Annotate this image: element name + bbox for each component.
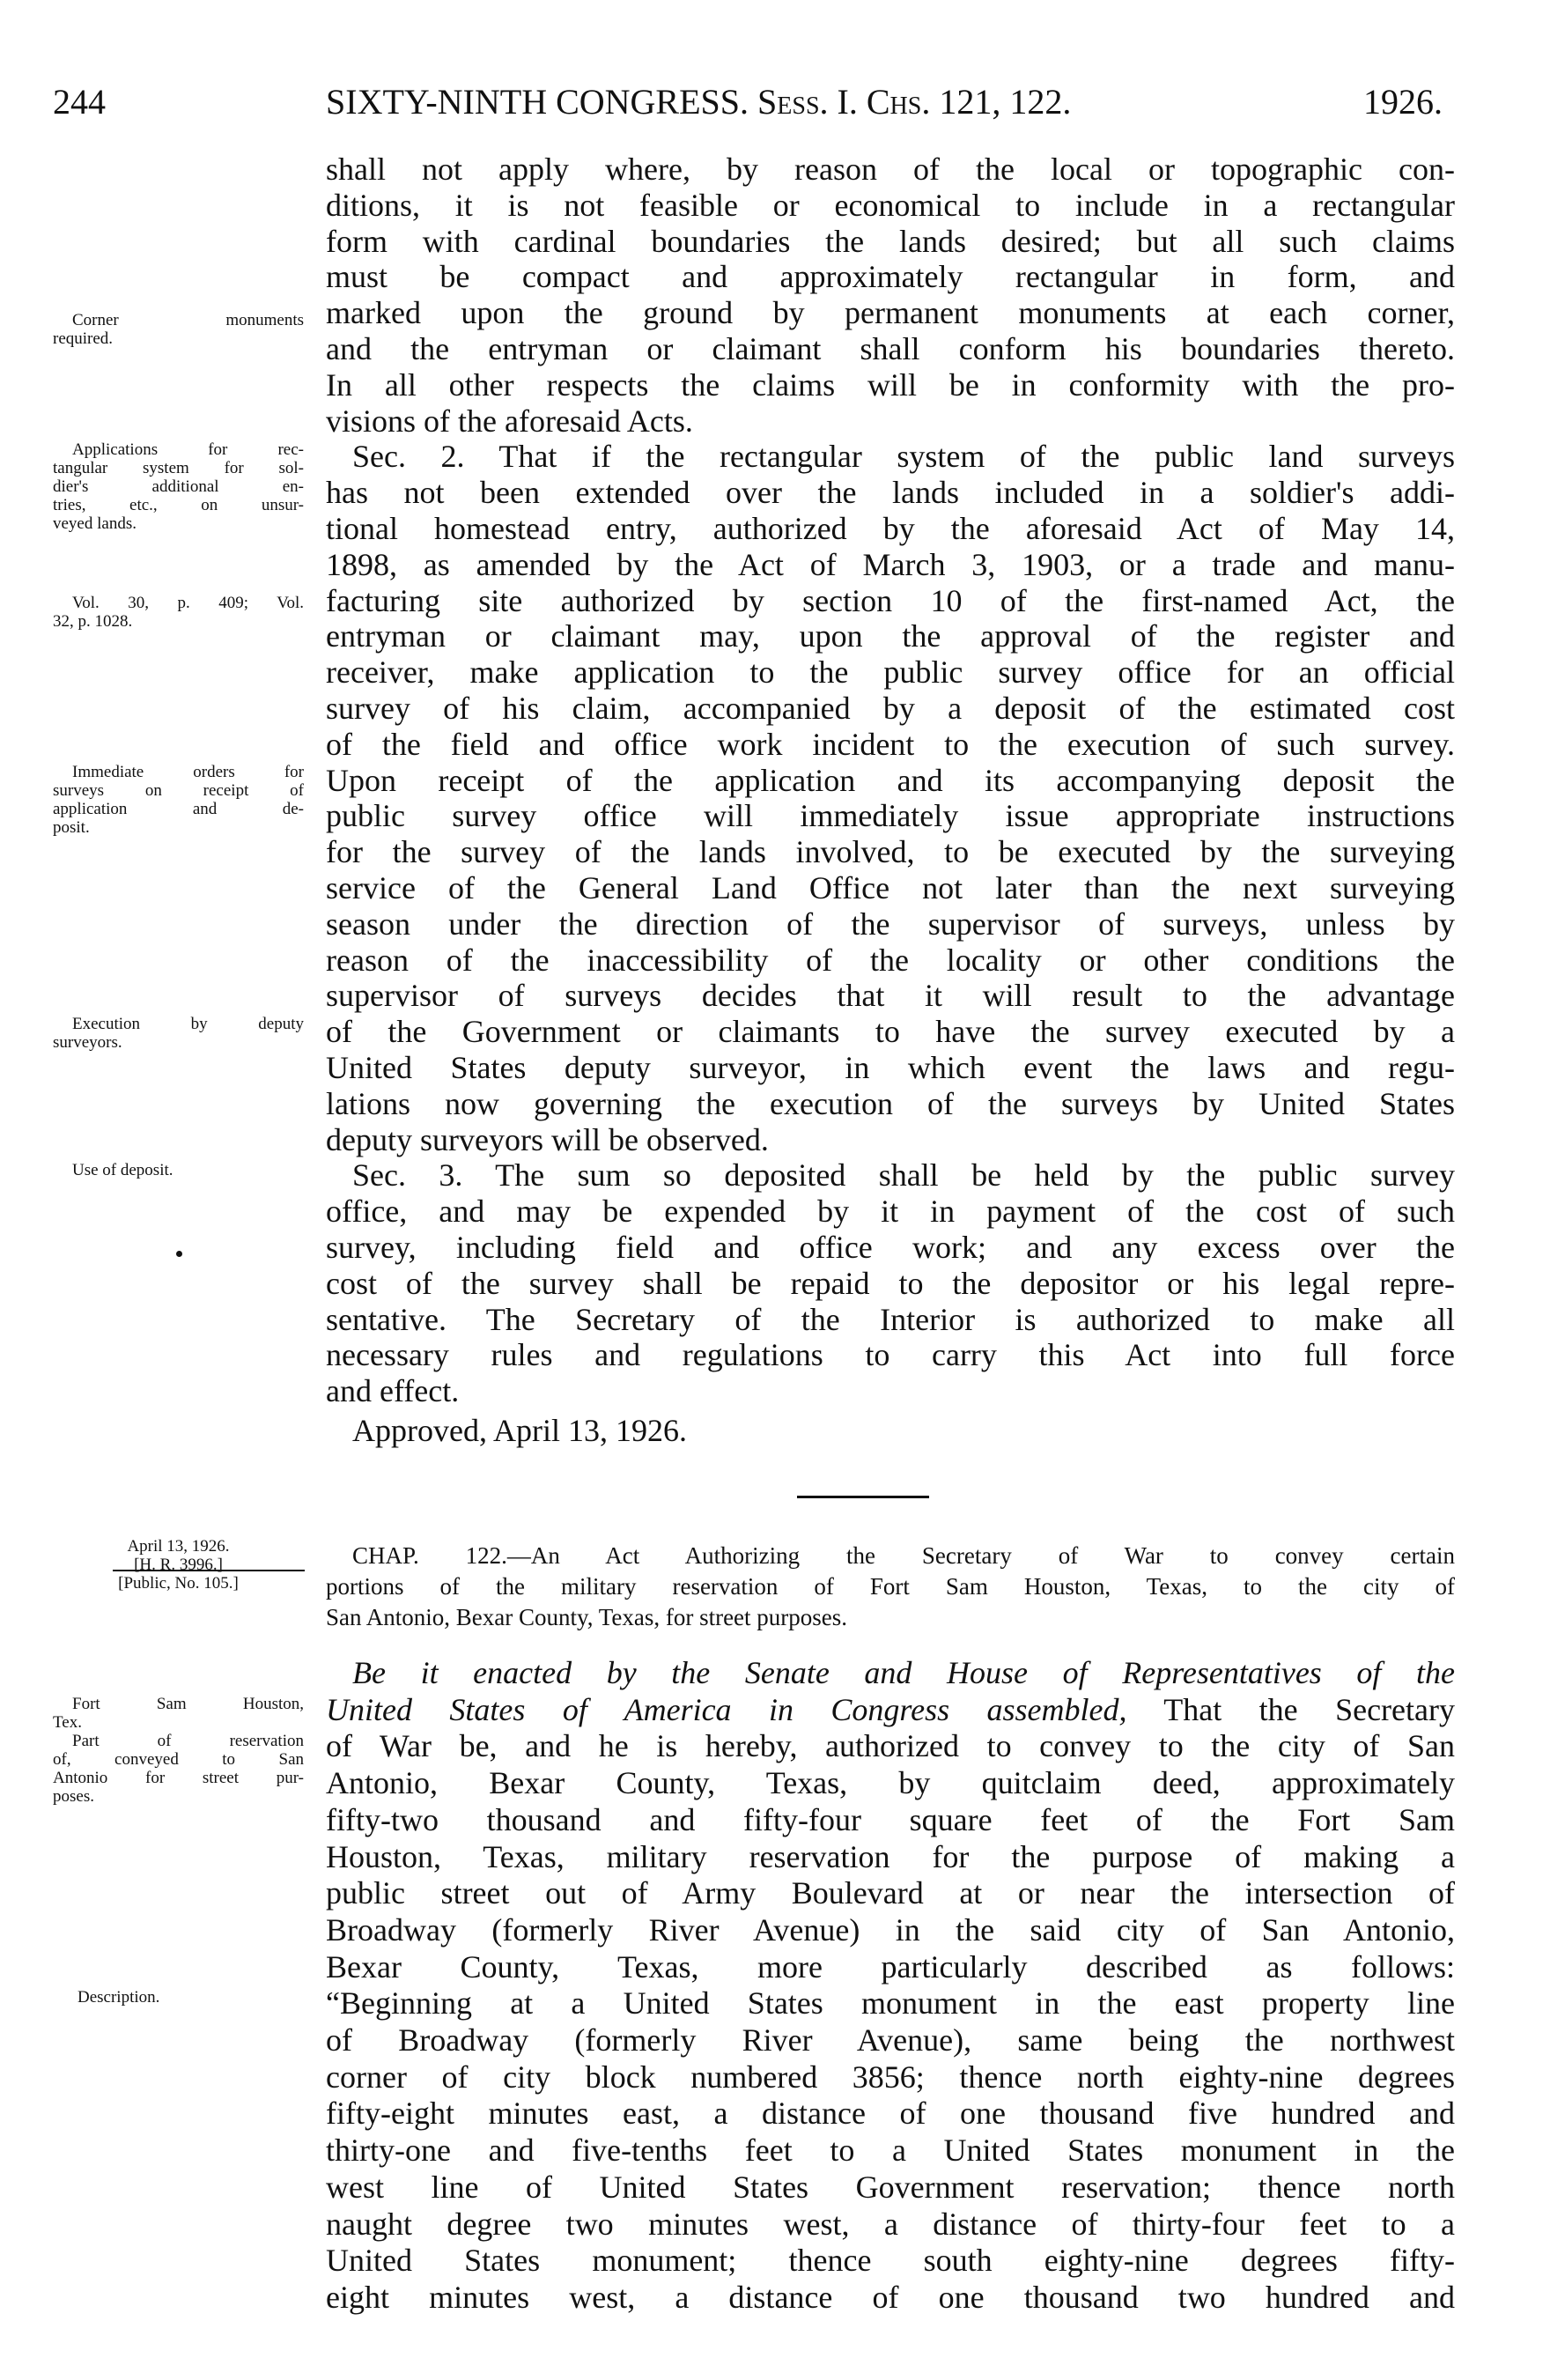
text-line: necessary rules and regulations to carry this Act into full force: [326, 1337, 1455, 1373]
chapter-heading-line: portions of the military reservation of Fort Sam Houston, Texas, to the city of: [326, 1573, 1455, 1600]
margin-note-line: 32, p. 1028.: [53, 612, 133, 631]
margin-note-line: required.: [53, 329, 114, 348]
margin-note-line: tries, etc., on unsur-: [53, 496, 304, 514]
chapter-heading-line: CHAP. 122.—An Act Authorizing the Secretary of War to convey certain: [352, 1542, 1455, 1569]
text-line: “Beginning at a United States monument in the east property line: [326, 1985, 1455, 2022]
enacting-clause-line: [326, 1692, 1455, 1729]
margin-note-line: application and de-: [53, 800, 304, 818]
text-line: Sec. 2. That if the rectangular system of the public land surveys: [352, 439, 1455, 475]
text-line: reason of the inaccessibility of the locality or other conditions the: [326, 942, 1455, 978]
chapter-text: [326, 1655, 1455, 2317]
text-line: Bexar County, Texas, more particularly described as follows:: [326, 1948, 1455, 1985]
running-head: [326, 81, 1071, 122]
text-line: season under the direction of the supervisor of surveys, unless by: [326, 905, 1455, 942]
margin-note-line: Use of deposit.: [72, 1161, 173, 1179]
page-number: 244: [53, 82, 106, 122]
margin-note-line: April 13, 1926.: [127, 1537, 230, 1556]
text-line: Houston, Texas, military reservation for the purpose of making a: [326, 1838, 1455, 1874]
chapter-heading-line: San Antonio, Bexar County, Texas, for street purposes.: [326, 1604, 848, 1630]
text-line: eight minutes west, a distance of one thousand two hundred and: [326, 2279, 1455, 2315]
text-line: public survey office will immediately issue appropriate instructions: [326, 798, 1455, 834]
margin-note-line: Applications for rec-: [72, 440, 304, 459]
margin-bullet: [176, 1251, 182, 1257]
text-line: shall not apply where, by reason of the local or topographic con-: [326, 152, 1455, 187]
text-line: west line of United States Government reservation; thence north: [326, 2169, 1455, 2205]
margin-note-line: Description.: [78, 1988, 160, 2007]
text-line: for the survey of the lands involved, to be executed by the surveying: [326, 834, 1455, 870]
margin-note-line: Execution by deputy: [72, 1015, 304, 1033]
margin-note-line: surveys on receipt of: [53, 781, 304, 800]
text-line: public street out of Army Boulevard at or near the intersection of: [326, 1875, 1455, 1911]
margin-note-line: Part of reservation: [72, 1732, 304, 1750]
text-line: United States monument; thence south eighty-nine degrees fifty-: [326, 2243, 1455, 2279]
text-line: naught degree two minutes west, a distance of thirty-four feet to a: [326, 2206, 1455, 2242]
margin-note-description: [53, 1988, 304, 2007]
margin-note-line: veyed lands.: [53, 514, 137, 533]
enacting-clause-text: That the Secretary: [1126, 1691, 1455, 1727]
text-line: corner of city block numbered 3856; thence north eighty-nine degrees: [326, 2058, 1455, 2095]
margin-note-line: Fort Sam Houston,: [72, 1695, 304, 1713]
text-line: lations now governing the execution of the surveys by United States: [326, 1085, 1455, 1121]
text-line: and effect.: [326, 1373, 460, 1409]
text-line: receiver, make application to the public survey office for an official: [326, 654, 1455, 691]
text-line: service of the General Land Office not later than the next surveying: [326, 869, 1455, 905]
margin-note-line: tangular system for sol-: [53, 459, 304, 477]
text-line: Sec. 3. The sum so deposited shall be held by the public survey: [352, 1157, 1455, 1194]
text-line: United States deputy surveyor, in which event the laws and regu-: [326, 1049, 1455, 1085]
margin-note-line: [H. R. 3996.]: [134, 1556, 223, 1574]
margin-note-line: Vol. 30, p. 409; Vol.: [72, 594, 304, 612]
text-line: survey of his claim, accompanied by a deposit of the estimated cost: [326, 690, 1455, 726]
margin-note-line: Immediate orders for: [72, 763, 304, 781]
text-line: Upon receipt of the application and its accompanying deposit the: [326, 762, 1455, 798]
enacting-clause-line: [326, 1655, 1455, 1692]
section-text: [326, 152, 1455, 1449]
text-line: facturing site authorized by section 10 of the first-named Act, the: [326, 582, 1455, 618]
text-line: of the field and office work incident to the execution of such survey.: [326, 726, 1455, 762]
margin-note-line: surveyors.: [53, 1033, 122, 1052]
margin-note-line: Corner monuments: [72, 311, 304, 329]
text-line: tional homestead entry, authorized by the aforesaid Act of May 14,: [326, 510, 1455, 546]
text-line: ditions, it is not feasible or economical to include in a rectangular: [326, 187, 1455, 223]
text-line: of Broadway (formerly River Avenue), same being the northwest: [326, 2022, 1455, 2058]
text-line: of the Government or claimants to have the survey executed by a: [326, 1014, 1455, 1050]
margin-note-chap-date: [53, 1537, 304, 1593]
margin-note-execution: [53, 1015, 304, 1052]
text-line: sentative. The Secretary of the Interior is authorized to make all: [326, 1301, 1455, 1337]
text-line: Broadway (formerly River Avenue) in the said city of San Antonio,: [326, 1911, 1455, 1948]
text-line: and the entryman or claimant shall conform his boundaries thereto.: [326, 330, 1455, 366]
margin-note-use-of-deposit: [53, 1161, 304, 1179]
margin-note-line: poses.: [53, 1787, 94, 1806]
text-line: must be compact and approximately rectangular in form, and: [326, 259, 1455, 295]
text-line: office, and may be expended by it in payment of the cost of such: [326, 1194, 1455, 1230]
margin-note-corner-monuments: [53, 311, 304, 348]
text-line: cost of the survey shall be repaid to the depositor or his legal repre-: [326, 1265, 1455, 1301]
text-line: In all other respects the claims will be in conformity with the pro-: [326, 366, 1455, 403]
margin-note-line: posit.: [53, 818, 90, 837]
chapter-heading: [326, 1541, 1455, 1633]
margin-note-line: dier's additional en-: [53, 477, 304, 496]
text-line: entryman or claimant may, upon the approval of the register and: [326, 618, 1455, 654]
text-line: has not been extended over the lands included in a soldier's addi-: [326, 475, 1455, 511]
text-line: visions of the aforesaid Acts.: [326, 403, 693, 439]
margin-note-vol-ref: [53, 594, 304, 631]
margin-note-applications: [53, 440, 304, 533]
running-head-year: 1926.: [1363, 82, 1443, 122]
margin-note-line: Tex.: [53, 1713, 82, 1732]
text-line: of War be, and he is hereby, authorized to convey to the city of San: [326, 1728, 1455, 1764]
text-line: Antonio, Bexar County, Texas, by quitclaim deed, approximately: [326, 1765, 1455, 1801]
running-head-title: SIXTY-NINTH CONGRESS.: [326, 82, 749, 122]
approval-line: Approved, April 13, 1926.: [352, 1412, 687, 1448]
running-head-chapters: Chs. 121, 122.: [866, 82, 1072, 122]
text-line: form with cardinal boundaries the lands desired; but all such claims: [326, 223, 1455, 259]
margin-note-immediate-orders: [53, 763, 304, 837]
margin-note-line: [Public, No. 105.]: [118, 1574, 239, 1593]
text-line: survey, including field and office work; and any excess over the: [326, 1229, 1455, 1265]
margin-note-line: of, conveyed to San: [53, 1750, 304, 1769]
text-line: thirty-one and five-tenths feet to a United States monument in the: [326, 2132, 1455, 2169]
margin-note-line: Antonio for street pur-: [53, 1769, 304, 1787]
text-line: deputy surveyors will be observed.: [326, 1121, 769, 1157]
text-line: supervisor of surveys decides that it will result to the advantage: [326, 978, 1455, 1014]
text-line: marked upon the ground by permanent monuments at each corner,: [326, 295, 1455, 331]
enacting-clause-italic: United States of America in Congress assembled,: [326, 1691, 1127, 1727]
enacting-clause-italic: Be it enacted by the Senate and House of Representatives of the: [352, 1655, 1455, 1690]
margin-note-fort-sam: [53, 1695, 304, 1806]
running-head-session: Sess. I.: [757, 82, 858, 122]
text-line: 1898, as amended by the Act of March 3, 1903, or a trade and manu-: [326, 546, 1455, 582]
chapter-divider: [797, 1496, 929, 1498]
text-line: fifty-two thousand and fifty-four square feet of the Fort Sam: [326, 1801, 1455, 1837]
text-line: fifty-eight minutes east, a distance of one thousand five hundred and: [326, 2095, 1455, 2132]
